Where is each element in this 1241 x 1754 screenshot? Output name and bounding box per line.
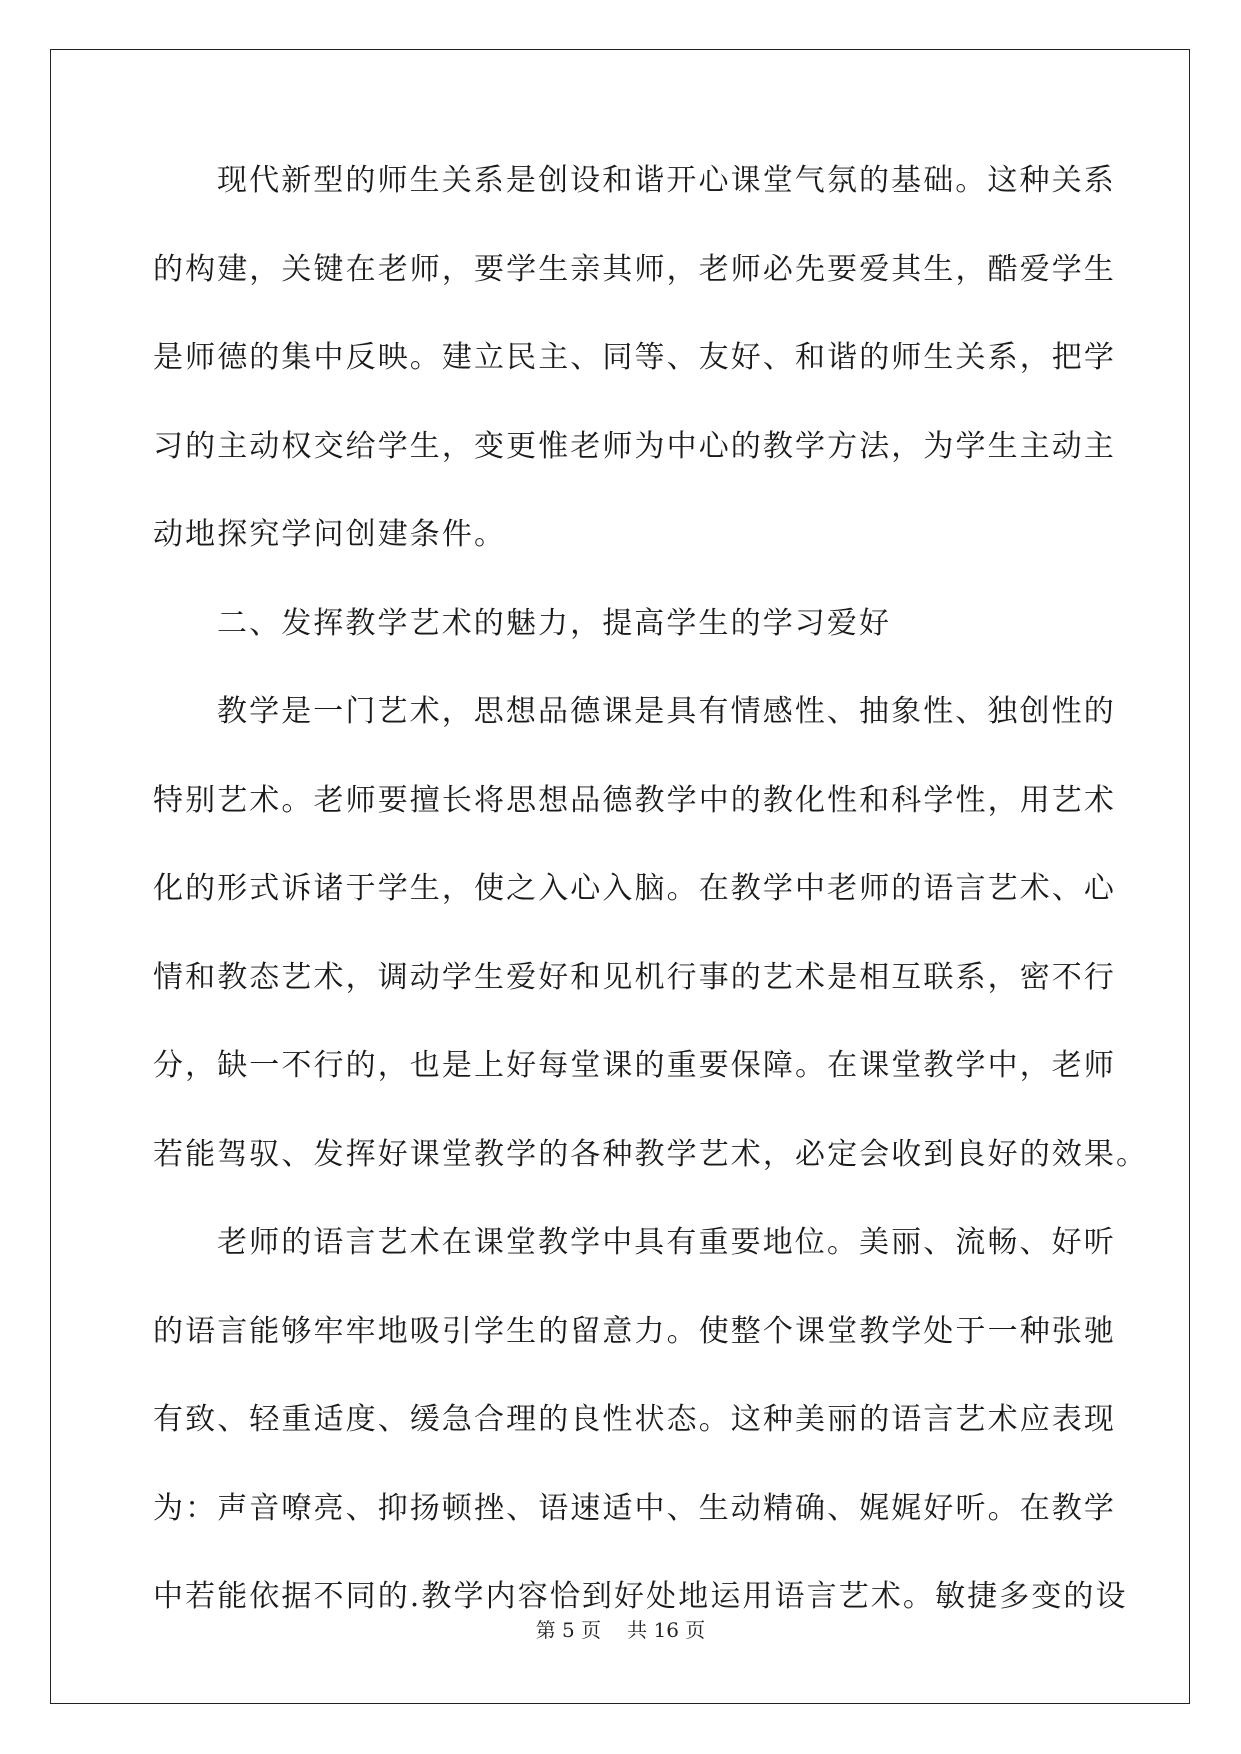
text-line: 现代新型的师生关系是创设和谐开心课堂气氛的基础。这种关系 [217,163,1116,198]
text-line: 有致、轻重适度、缓急合理的良性状态。这种美丽的语言艺术应表现 [153,1402,1116,1437]
text-line: 若能驾驭、发挥好课堂教学的各种教学艺术，必定会收到良好的效果。 [153,1136,1149,1172]
text-line: 的语言能够牢牢地吸引学生的留意力。使整个课堂教学处于一种张驰 [153,1313,1116,1349]
text-line: 情和教态艺术，调动学生爱好和见机行事的艺术是相互联系，密不行 [153,959,1116,995]
text-line: 习的主动权交给学生，变更惟老师为中心的教学方法，为学生主动主 [153,428,1116,464]
text-line: 教学是一门艺术，思想品德课是具有情感性、抽象性、独创性的 [217,694,1116,729]
document-body [153,163,1149,1671]
page-number: 第 5 页 [535,1618,602,1642]
text-line: 为：声音嘹亮、抑扬顿挫、语速适中、生动精确、娓娓好听。在教学 [153,1490,1116,1526]
text-line: 中若能依据不同的.教学内容恰到好处地运用语言艺术。敏捷多变的设 [153,1579,1128,1614]
text-line: 特别艺术。老师要擅长将思想品德教学中的教化性和科学性，用艺术 [153,782,1116,818]
page-total: 共 16 页 [627,1618,706,1642]
section-heading: 二、发挥教学艺术的魅力，提高学生的学习爱好 [217,605,892,641]
text-line: 动地探究学问创建条件。 [153,517,507,552]
text-line: 分，缺一不行的，也是上好每堂课的重要保障。在课堂教学中，老师 [153,1048,1116,1083]
page-footer [0,1618,1241,1642]
text-line: 老师的语言艺术在课堂教学中具有重要地位。美丽、流畅、好听 [217,1225,1116,1260]
text-line: 的构建，关键在老师，要学生亲其师，老师必先要爱其生，酷爱学生 [153,251,1116,287]
text-line: 是师德的集中反映。建立民主、同等、友好、和谐的师生关系，把学 [153,340,1116,375]
text-line: 化的形式诉诸于学生，使之入心入脑。在教学中老师的语言艺术、心 [153,871,1116,906]
